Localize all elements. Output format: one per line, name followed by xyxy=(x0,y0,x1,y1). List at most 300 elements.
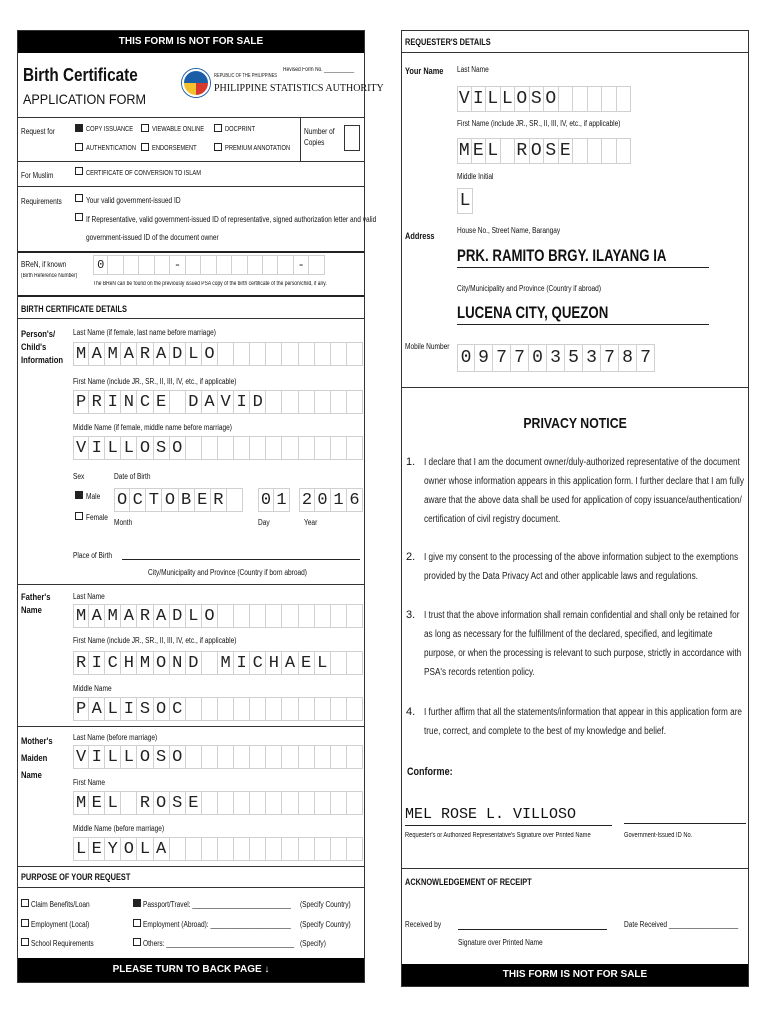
bren-sublabel: (Birth Reference Number) xyxy=(21,273,78,279)
mother-last-name-field[interactable] xyxy=(73,745,363,769)
char-box xyxy=(315,697,331,721)
char-box: A xyxy=(121,342,137,366)
female-checkbox[interactable] xyxy=(75,512,83,520)
char-box xyxy=(299,697,315,721)
char-box: E xyxy=(559,138,574,164)
char-box xyxy=(234,791,250,815)
requirement-2: If Representative, valid government-issued ID of representative, signed authorization letter and valid xyxy=(86,215,377,224)
copies-divider xyxy=(300,117,301,161)
notice-1-number: 1. xyxy=(406,456,416,468)
address-label: Address xyxy=(405,231,435,241)
received-by-label: Received by xyxy=(405,920,442,929)
char-box: 9 xyxy=(475,344,493,372)
char-box: C xyxy=(137,390,153,414)
char-box: E xyxy=(472,138,487,164)
char-box xyxy=(315,791,331,815)
char-box xyxy=(573,86,588,112)
char-box xyxy=(299,604,315,628)
char-box xyxy=(218,837,234,861)
bren-input[interactable] xyxy=(93,255,325,275)
char-box xyxy=(559,86,574,112)
char-box: D xyxy=(170,342,186,366)
char-box: M xyxy=(73,342,89,366)
char-box: O xyxy=(137,436,153,460)
child-middle-name-field[interactable] xyxy=(73,436,363,460)
char-box: L xyxy=(105,697,121,721)
char-box: M xyxy=(218,651,234,675)
valid-id-checkbox[interactable] xyxy=(75,194,83,202)
top-banner-text: THIS FORM IS NOT FOR SALE xyxy=(118,36,264,47)
char-box: O xyxy=(154,651,170,675)
dob-year-field[interactable] xyxy=(299,488,363,512)
char-box: N xyxy=(170,651,186,675)
requirement-1: Your valid government-issued ID xyxy=(86,196,181,205)
char-box: R xyxy=(137,791,153,815)
father-middle-name-label: Middle Name xyxy=(73,684,112,693)
not-for-sale-banner xyxy=(402,964,748,986)
top-banner xyxy=(18,31,364,53)
place-of-birth-sublabel: City/Municipality and Province (Country if born abroad) xyxy=(148,568,307,577)
street-value: PRK. RAMITO BRGY. ILAYANG IA xyxy=(457,246,667,265)
premium-annotation-label: PREMIUM ANNOTATION xyxy=(225,145,291,152)
char-box xyxy=(315,342,331,366)
char-box: O xyxy=(170,745,186,769)
representative-id-checkbox[interactable] xyxy=(75,213,83,221)
char-box xyxy=(218,604,234,628)
char-box: R xyxy=(73,651,89,675)
char-box: A xyxy=(89,604,105,628)
male-label: Male xyxy=(86,492,101,501)
char-box xyxy=(186,697,202,721)
char-box xyxy=(331,604,347,628)
purpose-title: PURPOSE OF YOUR REQUEST xyxy=(21,872,131,882)
char-box: I xyxy=(105,390,121,414)
number-of-copies-label: Number of Copies xyxy=(304,127,335,147)
char-box xyxy=(218,791,234,815)
char-box: D xyxy=(186,390,202,414)
char-box: O xyxy=(202,604,218,628)
char-box xyxy=(588,138,603,164)
char-box: T xyxy=(146,488,162,512)
char-box xyxy=(331,436,347,460)
char-box: L xyxy=(486,138,501,164)
char-box xyxy=(250,604,266,628)
child-first-name-field[interactable] xyxy=(73,390,363,414)
char-box: L xyxy=(73,837,89,861)
char-box: E xyxy=(89,791,105,815)
char-box xyxy=(202,651,218,675)
turn-page-banner xyxy=(18,958,364,982)
char-box xyxy=(250,697,266,721)
char-box: A xyxy=(89,342,105,366)
mother-middle-name-field[interactable] xyxy=(73,837,363,861)
bren-char-box xyxy=(278,255,293,275)
char-box xyxy=(266,837,282,861)
conversion-islam-checkbox[interactable] xyxy=(75,167,83,175)
char-box: O xyxy=(121,837,137,861)
divider xyxy=(18,318,364,319)
char-box: V xyxy=(73,745,89,769)
char-box xyxy=(186,837,202,861)
char-box: L xyxy=(501,86,516,112)
char-box: O xyxy=(202,342,218,366)
char-box: S xyxy=(154,436,170,460)
char-box: M xyxy=(457,138,472,164)
char-box xyxy=(315,390,331,414)
char-box: I xyxy=(234,651,250,675)
sex-label: Sex xyxy=(73,472,85,481)
child-last-name-field[interactable] xyxy=(73,342,363,366)
father-last-name-label: Last Name xyxy=(73,592,105,601)
republic-text: REPUBLIC OF THE PHILIPPINES xyxy=(214,73,278,79)
char-box: O xyxy=(170,436,186,460)
char-box: 0 xyxy=(457,344,475,372)
requirement-2b: government-issued ID of the document owner xyxy=(86,233,219,242)
privacy-title xyxy=(402,415,748,432)
city-label: City/Municipality and Province (Country if abroad) xyxy=(457,284,602,293)
person-info-label: Person's/ Child's Information xyxy=(21,329,64,365)
docprint-label: DOCPRINT xyxy=(225,126,255,133)
char-box: R xyxy=(89,390,105,414)
char-box: 7 xyxy=(511,344,529,372)
char-box xyxy=(347,791,363,815)
char-box: 0 xyxy=(529,344,547,372)
char-box: 5 xyxy=(565,344,583,372)
premium-annotation-checkbox[interactable] xyxy=(214,143,222,151)
char-box xyxy=(282,390,298,414)
char-box: P xyxy=(73,697,89,721)
char-box: E xyxy=(154,390,170,414)
employment-local-checkbox[interactable] xyxy=(21,919,29,927)
char-box xyxy=(602,86,617,112)
char-box: R xyxy=(137,342,153,366)
char-box: L xyxy=(186,604,202,628)
char-box xyxy=(299,837,315,861)
employment-abroad-checkbox[interactable] xyxy=(133,919,141,927)
father-first-name-label: First Name (include JR., SR., II, III, IV, etc., if applicable) xyxy=(73,636,237,645)
char-box: M xyxy=(105,342,121,366)
authentication-checkbox[interactable] xyxy=(75,143,83,151)
female-label: Female xyxy=(86,513,108,522)
mobile-field[interactable] xyxy=(457,344,655,372)
char-box xyxy=(299,436,315,460)
char-box xyxy=(250,745,266,769)
city-value: LUCENA CITY, QUEZON xyxy=(457,303,609,322)
char-box: I xyxy=(89,745,105,769)
bren-char-box xyxy=(309,255,324,275)
char-box xyxy=(617,138,632,164)
char-box xyxy=(282,837,298,861)
form-title: Birth Certificate xyxy=(23,65,138,85)
char-box xyxy=(218,436,234,460)
copy-issuance-label: COPY ISSUANCE xyxy=(86,126,134,133)
char-box: 8 xyxy=(619,344,637,372)
father-middle-name-field[interactable] xyxy=(73,697,363,721)
req-last-name-field[interactable] xyxy=(457,86,631,112)
school-requirements-checkbox[interactable] xyxy=(21,938,29,946)
char-box: D xyxy=(170,604,186,628)
dob-day-field[interactable] xyxy=(258,488,290,512)
viewable-online-checkbox[interactable] xyxy=(141,124,149,132)
child-middle-name-label: Middle Name (if female, middle name before marriage) xyxy=(73,423,232,432)
day-label: Day xyxy=(258,518,270,527)
char-box xyxy=(331,390,347,414)
male-checkbox[interactable] xyxy=(75,491,83,499)
char-box xyxy=(299,342,315,366)
char-box xyxy=(282,745,298,769)
char-box xyxy=(347,604,363,628)
char-box: A xyxy=(121,604,137,628)
char-box xyxy=(315,837,331,861)
char-box xyxy=(250,837,266,861)
char-box: D xyxy=(250,390,266,414)
divider xyxy=(402,52,748,53)
copy-issuance-checkbox[interactable] xyxy=(75,124,83,132)
for-muslim-label: For Muslim xyxy=(21,171,54,180)
privacy-title-text: PRIVACY NOTICE xyxy=(523,415,627,432)
char-box: 1 xyxy=(274,488,290,512)
char-box: D xyxy=(186,651,202,675)
char-box: N xyxy=(121,390,137,414)
char-box xyxy=(347,651,363,675)
char-box: O xyxy=(154,791,170,815)
viewable-online-label: VIEWABLE ONLINE xyxy=(152,126,205,133)
char-box: R xyxy=(515,138,530,164)
specify-country-1: (Specify Country) xyxy=(300,900,351,909)
char-box xyxy=(331,651,347,675)
docprint-checkbox[interactable] xyxy=(214,124,222,132)
gov-id-field[interactable] xyxy=(624,823,746,824)
requirements-label: Requirements xyxy=(21,197,62,206)
signature-label: Requester's or Authorized Representative's Signature over Printed Name xyxy=(405,832,591,839)
char-box: E xyxy=(299,651,315,675)
school-requirements-label: School Requirements xyxy=(31,939,94,948)
char-box xyxy=(282,791,298,815)
char-box xyxy=(315,745,331,769)
char-box: O xyxy=(154,697,170,721)
notice-2-number: 2. xyxy=(406,551,416,563)
char-box: O xyxy=(530,138,545,164)
divider xyxy=(18,887,364,888)
char-box xyxy=(202,837,218,861)
char-box: S xyxy=(544,138,559,164)
divider xyxy=(18,584,364,585)
passport-travel-checkbox[interactable] xyxy=(133,899,141,907)
requester-title: REQUESTER'S DETAILS xyxy=(405,37,491,47)
conversion-islam-label: CERTIFICATE OF CONVERSION TO ISLAM xyxy=(86,170,202,177)
char-box: S xyxy=(137,697,153,721)
gov-id-label: Government-Issued ID No. xyxy=(624,832,693,839)
number-of-copies-input[interactable] xyxy=(344,125,360,151)
char-box xyxy=(315,436,331,460)
char-box: 1 xyxy=(331,488,347,512)
char-box xyxy=(266,390,282,414)
char-box xyxy=(315,604,331,628)
char-box: I xyxy=(89,436,105,460)
char-box: E xyxy=(186,791,202,815)
not-for-sale-text: THIS FORM IS NOT FOR SALE xyxy=(502,969,648,980)
bren-char-box: - xyxy=(170,255,185,275)
char-box: A xyxy=(282,651,298,675)
char-box xyxy=(282,436,298,460)
city-field[interactable] xyxy=(457,299,709,325)
char-box xyxy=(202,697,218,721)
bcd-title: BIRTH CERTIFICATE DETAILS xyxy=(21,304,127,314)
char-box xyxy=(218,697,234,721)
char-box: 3 xyxy=(583,344,601,372)
others-checkbox[interactable] xyxy=(133,938,141,946)
middle-initial-label: Middle Initial xyxy=(457,172,494,181)
mother-first-name-label: First Name xyxy=(73,778,106,787)
char-box xyxy=(234,837,250,861)
bren-char-box xyxy=(124,255,139,275)
passport-travel-label: Passport/Travel: ___________________________ xyxy=(143,900,291,909)
bren-char-box xyxy=(248,255,263,275)
char-box xyxy=(250,436,266,460)
char-box xyxy=(170,390,186,414)
char-box xyxy=(617,86,632,112)
divider xyxy=(18,186,364,187)
authentication-label: AUTHENTICATION xyxy=(86,145,136,152)
endorsement-checkbox[interactable] xyxy=(141,143,149,151)
char-box: 7 xyxy=(601,344,619,372)
char-box: S xyxy=(154,745,170,769)
child-last-name-label: Last Name (if female, last name before marriage) xyxy=(73,328,216,337)
signature-field[interactable] xyxy=(405,805,612,826)
char-box: S xyxy=(170,791,186,815)
mobile-label: Mobile Number xyxy=(405,342,450,351)
char-box: A xyxy=(89,697,105,721)
char-box: L xyxy=(457,188,473,214)
char-box: B xyxy=(179,488,195,512)
dob-month-field[interactable] xyxy=(114,488,243,512)
claim-benefits-checkbox[interactable] xyxy=(21,899,29,907)
mother-last-name-label: Last Name (before marriage) xyxy=(73,733,158,742)
bren-char-box xyxy=(108,255,123,275)
char-box: E xyxy=(195,488,211,512)
char-box xyxy=(266,791,282,815)
notice-4: I further affirm that all the statements/information that appear in this application form are true, correct, and complete to the best of my knowledge and belief. xyxy=(424,707,742,737)
divider xyxy=(18,866,364,867)
char-box: Y xyxy=(105,837,121,861)
char-box xyxy=(331,342,347,366)
year-label: Year xyxy=(304,518,318,527)
char-box xyxy=(250,342,266,366)
specify-3: (Specify) xyxy=(300,939,326,948)
char-box: A xyxy=(202,390,218,414)
char-box xyxy=(266,697,282,721)
char-box xyxy=(202,745,218,769)
middle-initial-field[interactable] xyxy=(457,188,473,214)
dob-label: Date of Birth xyxy=(114,472,151,481)
char-box: M xyxy=(137,651,153,675)
char-box: A xyxy=(154,342,170,366)
bren-char-box: - xyxy=(294,255,309,275)
bren-char-box xyxy=(217,255,232,275)
char-box xyxy=(347,390,363,414)
char-box: L xyxy=(121,436,137,460)
char-box: O xyxy=(114,488,130,512)
char-box: A xyxy=(154,604,170,628)
char-box xyxy=(186,436,202,460)
signature-value: MEL ROSE L. VILLOSO xyxy=(405,806,577,823)
endorsement-label: ENDORSEMENT xyxy=(152,145,197,152)
char-box xyxy=(347,697,363,721)
char-box xyxy=(299,390,315,414)
char-box xyxy=(588,86,603,112)
char-box: L xyxy=(105,745,121,769)
char-box xyxy=(250,791,266,815)
place-of-birth-field[interactable] xyxy=(122,559,360,560)
char-box: 0 xyxy=(258,488,274,512)
mother-label: Mother's Maiden Name xyxy=(21,736,53,780)
char-box xyxy=(501,138,516,164)
char-box xyxy=(282,604,298,628)
form-subtitle: APPLICATION FORM xyxy=(23,91,146,107)
place-of-birth-label: Place of Birth xyxy=(73,551,113,560)
divider xyxy=(18,161,364,162)
char-box xyxy=(170,837,186,861)
char-box xyxy=(266,745,282,769)
char-box: V xyxy=(457,86,472,112)
char-box: H xyxy=(121,651,137,675)
sig-printed-label: Signature over Printed Name xyxy=(458,938,543,947)
char-box: I xyxy=(472,86,487,112)
others-label: Others: ___________________________________ xyxy=(143,939,295,948)
bren-char-box xyxy=(232,255,247,275)
char-box: L xyxy=(105,791,121,815)
char-box xyxy=(234,604,250,628)
street-field[interactable] xyxy=(457,242,709,268)
employment-abroad-label: Employment (Abroad): ______________________ xyxy=(143,920,291,929)
char-box: M xyxy=(73,604,89,628)
psa-name: PHILIPPINE STATISTICS AUTHORITY xyxy=(214,83,384,94)
char-box xyxy=(227,488,243,512)
char-box: O xyxy=(544,86,559,112)
char-box: C xyxy=(250,651,266,675)
char-box: 7 xyxy=(637,344,655,372)
claim-benefits-label: Claim Benefits/Loan xyxy=(31,900,90,909)
char-box xyxy=(202,791,218,815)
req-first-name-field[interactable] xyxy=(457,138,631,164)
mother-first-name-field[interactable] xyxy=(73,791,363,815)
received-by-field[interactable] xyxy=(458,929,607,930)
specify-country-2: (Specify Country) xyxy=(300,920,351,929)
char-box xyxy=(299,791,315,815)
notice-3: I trust that the above information shall remain confidential and shall only be retained for as long as necessary for the fulfillment of the declared, specified, and legitimate purpose, or when the processing is relevant to such purpose, strictly in accordance with PSA's records retention policy. xyxy=(424,610,742,678)
char-box: E xyxy=(89,837,105,861)
char-box: C xyxy=(105,651,121,675)
father-first-name-field[interactable] xyxy=(73,651,363,675)
char-box: 3 xyxy=(547,344,565,372)
father-last-name-field[interactable] xyxy=(73,604,363,628)
char-box: L xyxy=(186,342,202,366)
mother-middle-name-label: Middle Name (before marriage) xyxy=(73,824,165,833)
char-box xyxy=(347,837,363,861)
child-first-name-label: First Name (include JR., SR., II, III, IV, etc., if applicable) xyxy=(73,377,237,386)
bren-label: BReN, if known xyxy=(21,260,67,269)
employment-local-label: Employment (Local) xyxy=(31,920,90,929)
notice-3-number: 3. xyxy=(406,609,416,621)
front-page xyxy=(17,30,384,983)
char-box: L xyxy=(121,745,137,769)
char-box: V xyxy=(73,436,89,460)
bren-char-box xyxy=(139,255,154,275)
conforme-label: Conforme: xyxy=(407,766,453,778)
char-box: M xyxy=(73,791,89,815)
request-for-label: Request for xyxy=(21,127,55,136)
char-box: I xyxy=(121,697,137,721)
